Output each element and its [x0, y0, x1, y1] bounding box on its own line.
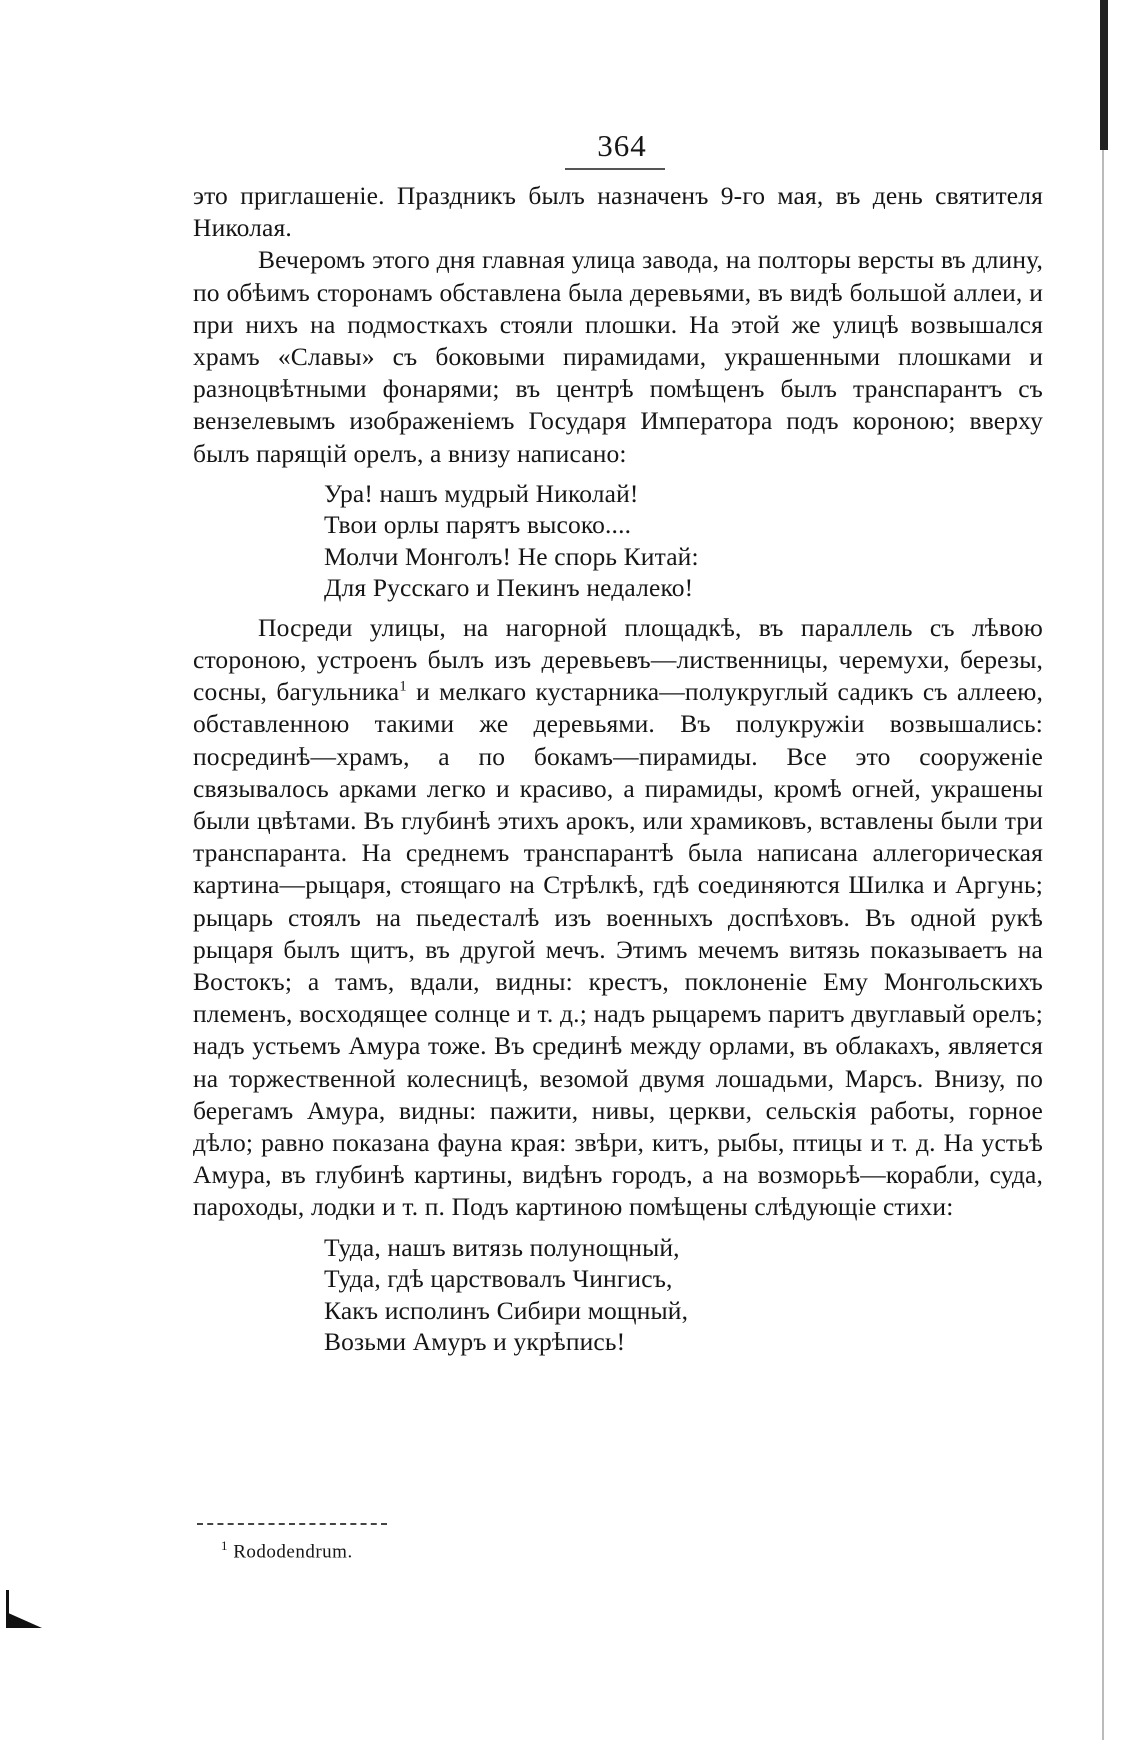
verse-line: Туда, гдѣ царствовалъ Чингисъ,	[324, 1264, 673, 1294]
page-number-rule	[565, 168, 665, 170]
verse-line: Твои орлы парятъ высоко....	[324, 510, 632, 540]
paragraph-3-text-b: и мелкаго кустарника—полукруглый садикъ съ аллеею, обставленною такими же деревьями. Въ полукружіи возвышались: посрединѣ—храмъ, а по бокамъ—пирамиды. Все это сооруженіе связывалось арками легко и красиво, а пирамиды, кромѣ огней, украшены были цвѣтами. Въ глубинѣ этихъ арокъ, или храмиковъ, вставлены были три транспаранта. На среднемъ транспарантѣ была написана аллегорическая картина—рыцаря, стоящаго на Стрѣлкѣ, гдѣ соединяются Шилка и Аргунь; рыцарь стоялъ на пьедесталѣ изъ военныхъ доспѣховъ. Въ одной рукѣ рыцаря былъ щитъ, въ другой мечъ. Этимъ мечемъ витязь показываетъ на Востокъ; а тамъ, вдали, видны: крестъ, поклоненіе Ему Монгольскихъ племенъ, восходящее солнце и т. д.; надъ рыцаремъ паритъ двуглавый орелъ; надъ устьемъ Амура тоже. Въ срединѣ между орлами, въ облакахъ, является на торжественной колесницѣ, везомой двумя лошадьми, Марсъ. Внизу, по берегамъ Амура, видны: пажити, нивы, церкви, сельскія работы, горное дѣло; равно показана фауна края: звѣри, китъ, рыбы, птицы и т. д. На устьѣ Амура, въ глубинѣ картины, видѣнъ городъ, а на возморьѣ—корабли, суда, пароходы, лодки и т. п. Подъ картиною помѣщены слѣдующіе стихи:	[193, 677, 1044, 1222]
footnote-divider	[197, 1523, 387, 1525]
verse-line: Туда, нашъ витязь полунощный,	[324, 1232, 680, 1262]
footnote	[221, 1538, 353, 1563]
verse-line: Для Русскаго и Пекинъ недалеко!	[324, 573, 694, 603]
page-body	[193, 180, 1043, 1366]
verse-line: Ура! нашъ мудрый Николай!	[324, 478, 639, 508]
footnote-mark: 1	[221, 1538, 228, 1553]
verse-line: Молчи Монголъ! Не спорь Китай:	[324, 541, 699, 571]
verse-line: Какъ исполинъ Сибири мощный,	[324, 1295, 689, 1325]
paragraph-3	[193, 612, 1043, 1224]
verse-block-1	[324, 478, 1043, 604]
scan-edge-line	[1102, 150, 1104, 1740]
scan-edge-shadow	[1100, 0, 1108, 150]
paragraph-3-text-a: Посреди улицы, на нагорной площадкѣ, въ параллель съ лѣвою стороною, устроенъ былъ изъ деревьевъ—лиственницы, черемухи, березы, сосны, багульника	[193, 612, 1043, 707]
footnote-reference[interactable]: 1	[399, 678, 407, 695]
footnote-text: Rododendrum.	[233, 1541, 353, 1563]
paragraph-2: Вечеромъ этого дня главная улица завода, на полторы версты въ длину, по обѣимъ сторонамъ обставлена была деревьями, въ видѣ большой аллеи, и при нихъ на подмосткахъ стояли плошки. На этой же улицѣ возвышался храмъ «Славы» съ боковыми пирамидами, украшенными плошками и разноцвѣтными фонарями; въ центрѣ помѣщенъ былъ транспарантъ съ вензелевымъ изображеніемъ Государя Императора подъ короною; вверху былъ парящій орелъ, а внизу написано:	[193, 245, 1043, 468]
verse-block-2	[324, 1232, 1043, 1358]
page-number: 364	[597, 128, 647, 163]
paragraph-1: это приглашеніе. Праздникъ былъ назначенъ 9-го мая, въ день святителя Николая.	[193, 181, 1043, 243]
verse-line: Возьми Амуръ и укрѣпись!	[324, 1327, 626, 1357]
scan-corner-arrow-icon	[6, 1612, 42, 1628]
